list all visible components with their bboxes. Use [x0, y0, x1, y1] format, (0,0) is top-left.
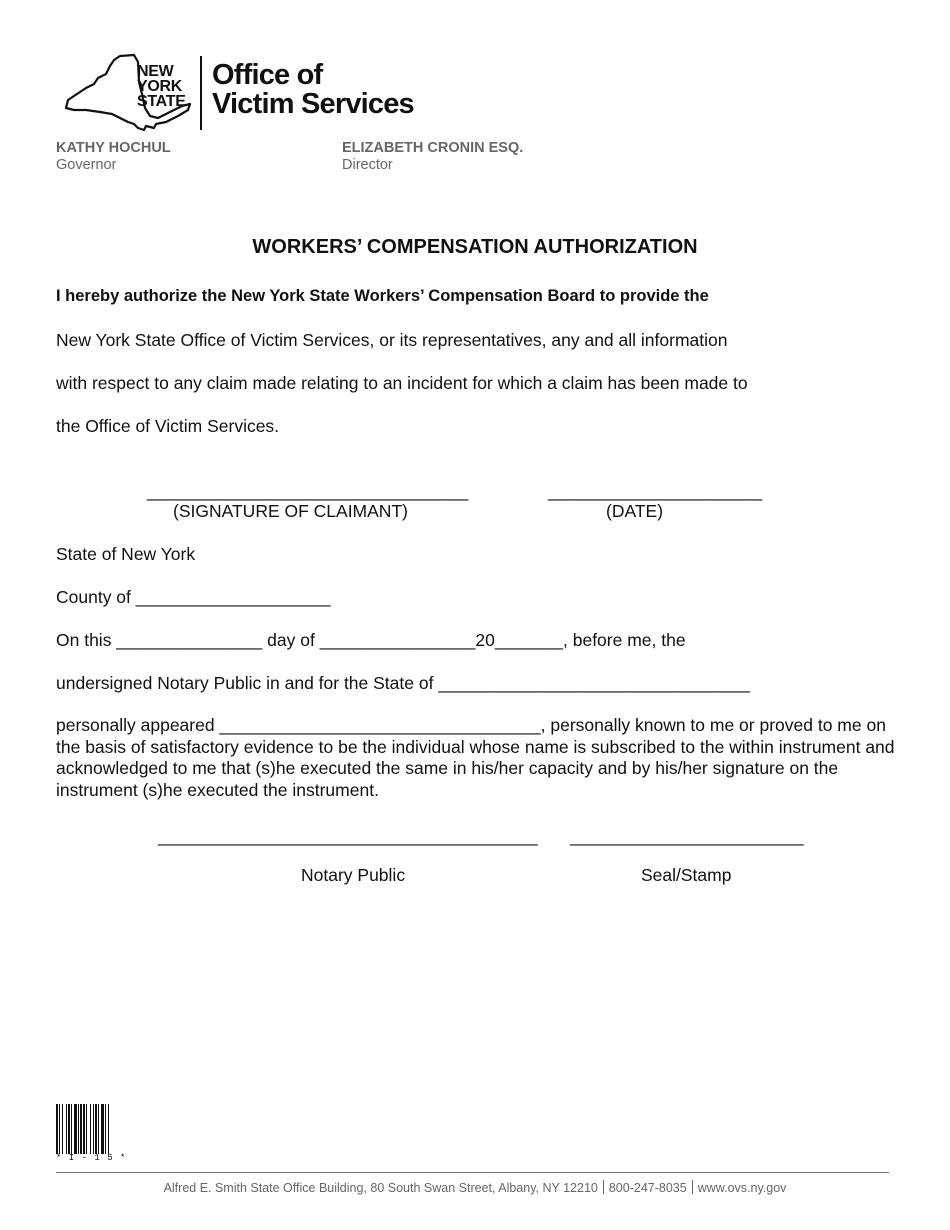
footer-phone: 800-247-8035: [608, 1181, 687, 1195]
governor-title: Governor: [56, 157, 117, 173]
director-title: Director: [342, 157, 393, 173]
footer-website[interactable]: www.ovs.ny.gov: [697, 1181, 787, 1195]
county-field[interactable]: County of ____________________: [56, 587, 331, 607]
claimant-date-field[interactable]: ______________________: [548, 481, 763, 501]
footer-separator: [603, 1180, 604, 1194]
footer-separator: [692, 1180, 693, 1194]
logo-word-state: STATE: [137, 93, 186, 110]
agency-name-line2: Victim Services: [212, 88, 414, 120]
footer-address: Alfred E. Smith State Office Building, 80 South Swan Street, Albany, NY 12210: [163, 1181, 598, 1195]
authorization-line-3: the Office of Victim Services.: [56, 416, 280, 436]
signature-of-claimant-label: (SIGNATURE OF CLAIMANT): [173, 501, 408, 521]
seal-stamp-label: Seal/Stamp: [641, 865, 732, 885]
footer-divider: [56, 1172, 889, 1173]
agency-name-line1: Office of: [212, 59, 323, 91]
date-of-acknowledgment-field[interactable]: On this _______________ day of ________________20_______, before me, the: [56, 630, 686, 650]
notary-state-field[interactable]: undersigned Notary Public in and for the State of ________________________________: [56, 673, 750, 693]
notary-public-label: Notary Public: [301, 865, 406, 885]
barcode-label: * I - 1 5 *: [56, 1153, 127, 1163]
document-title: WORKERS’ COMPENSATION AUTHORIZATION: [252, 236, 698, 258]
logo-word-york: YORK: [137, 78, 183, 95]
authorization-line-1: New York State Office of Victim Services, or its representatives, any and all information: [56, 330, 728, 350]
date-label: (DATE): [606, 501, 664, 521]
logo-divider: [200, 56, 202, 130]
seal-stamp-field[interactable]: ________________________: [570, 826, 804, 846]
personally-appeared-paragraph[interactable]: personally appeared _________________________________, personally known to me or proved to me on the basis of satisfactory evidence to be the individual whose name is subscribed to the within instrument and acknowledged to me that (s)he executed the same in his/her capacity and by his/her signature on the instrument (s)he executed the instrument.: [56, 715, 895, 800]
footer: [0, 1180, 950, 1195]
authorization-line-2: with respect to any claim made relating to an incident for which a claim has been made to: [56, 373, 748, 393]
agency-logo: [0, 0, 950, 140]
logo-word-new: NEW: [137, 63, 174, 80]
authorization-lead: I hereby authorize the New York State Workers’ Compensation Board to provide the: [56, 287, 709, 305]
state-of-new-york-line: State of New York: [56, 544, 196, 564]
notary-signature-field[interactable]: _______________________________________: [158, 826, 538, 846]
claimant-signature-field[interactable]: _________________________________: [147, 481, 469, 501]
director-name: ELIZABETH CRONIN ESQ.: [342, 140, 524, 156]
governor-name: KATHY HOCHUL: [56, 140, 171, 156]
form-barcode: [56, 1104, 148, 1154]
